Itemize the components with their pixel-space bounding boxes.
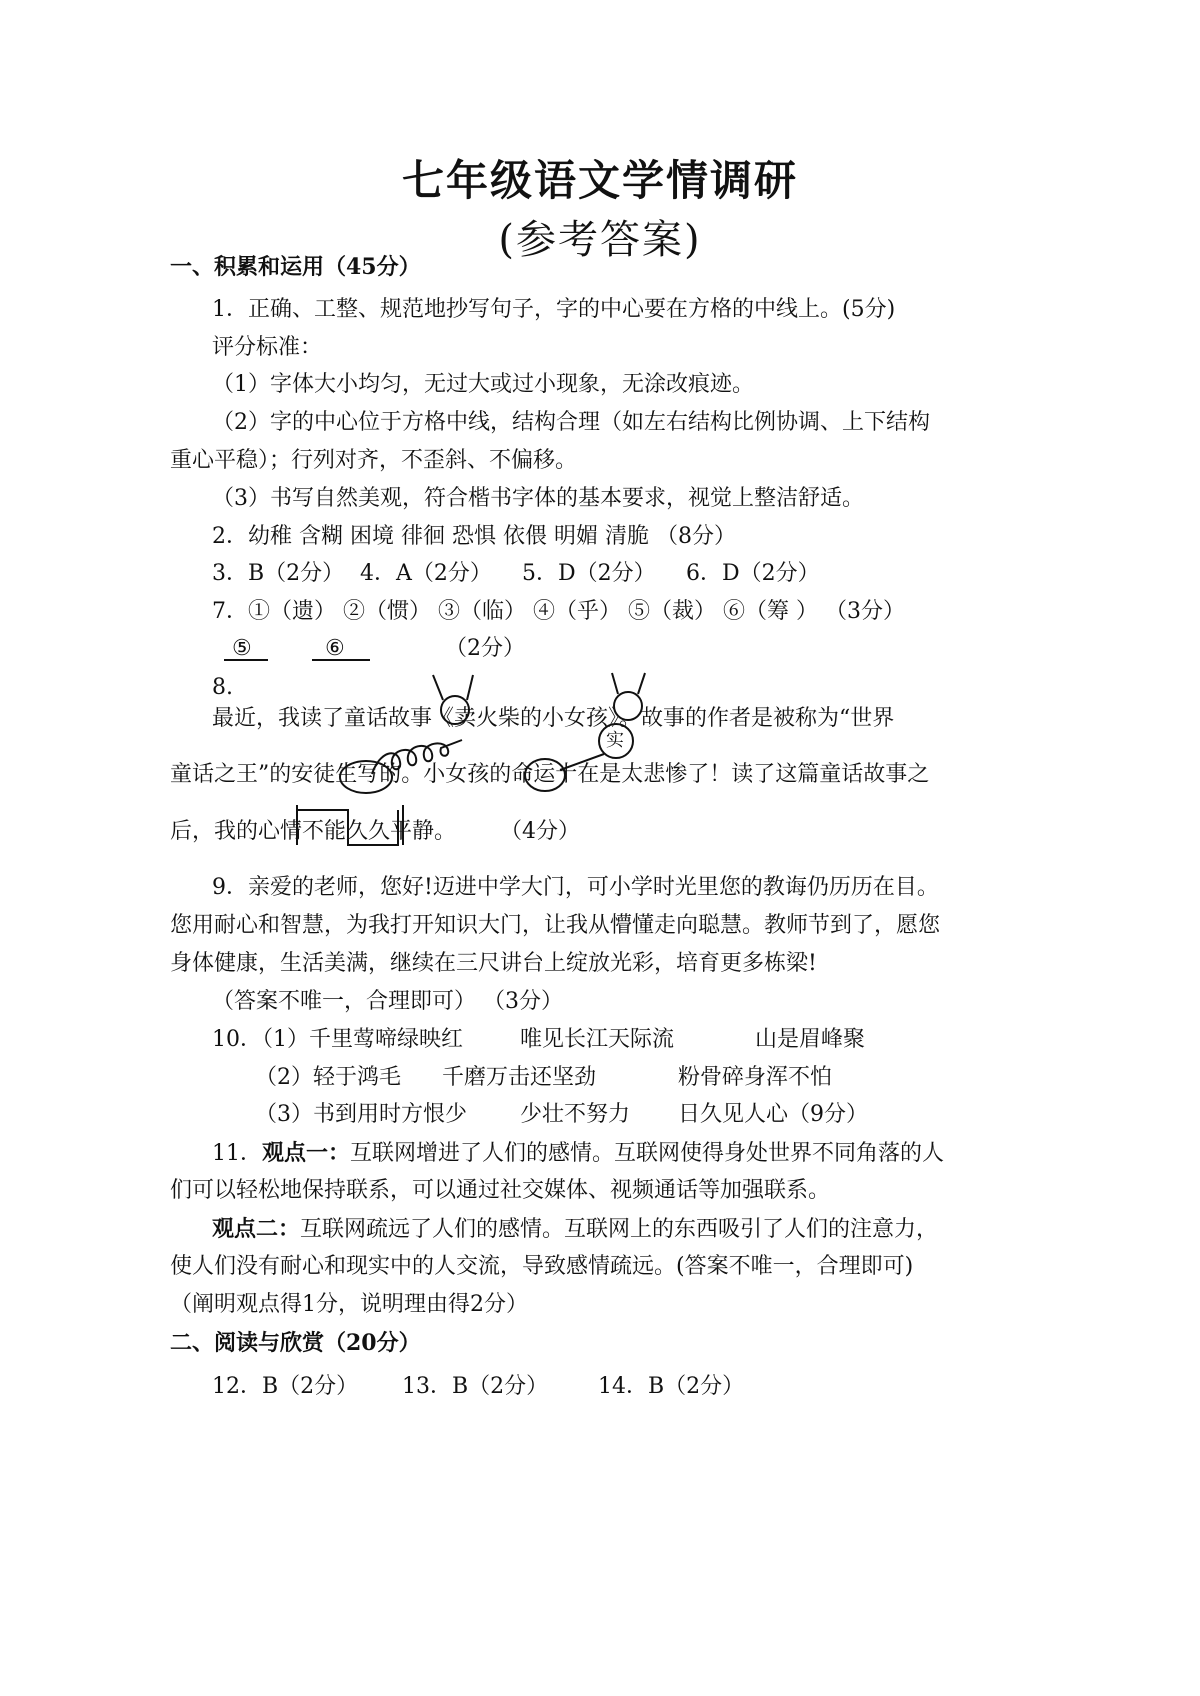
q8-correction-mark: 实 [606, 730, 624, 751]
q8-boxed-word-2: 久久 [346, 819, 391, 844]
criterion-2-line2: 重心平稳）；行列对齐，不歪斜、不偏移。 [170, 448, 578, 473]
q1-text: 1．正确、工整、规范地抄写句子，字的中心要在方格的中线上。(5分) [212, 297, 896, 322]
q8-score: （4分） [500, 819, 580, 844]
q11-view2-label: 观点二： [212, 1216, 301, 1242]
q10-row2-b: 千磨万击还坚劲 [442, 1065, 597, 1090]
insert-mark-1-left [433, 675, 443, 700]
q11-view1-label: 观点一： [262, 1140, 351, 1166]
q11-view2-text: 互联网疏远了人们的感情。互联网上的东西吸引了人们的注意力， [300, 1217, 939, 1242]
q10-row3-b: 少壮不努力 [520, 1102, 631, 1127]
q5-answer: 5．D（2分） [522, 561, 656, 586]
q2-answer: 2．幼稚 含糊 困境 徘徊 恐惧 依偎 明媚 清脆 （8分） [212, 524, 736, 549]
criterion-1: （1）字体大小均匀，无过大或过小现象，无涂改痕迹。 [212, 372, 754, 397]
page-title: 七年级语文学情调研 [401, 156, 798, 205]
q10-row1-a: 10．（1）千里莺啼绿映红 [212, 1027, 463, 1052]
q7-blank-2: ⑥ [325, 636, 345, 661]
section1-heading: 一、积累和运用（45分） [170, 254, 421, 280]
criterion-3: （3）书写自然美观，符合楷书字体的基本要求，视觉上整洁舒适。 [212, 486, 864, 511]
q7-answer: 7．①（遗） ②（惯） ③（临） ④（乎） ⑤（裁） ⑥（筹 ） （3分） [212, 599, 905, 624]
q8-number: 8. [212, 675, 233, 700]
q12-answer: 12．B（2分） [212, 1374, 359, 1399]
q9-note: （答案不唯一，合理即可） （3分） [212, 989, 563, 1014]
q10-row3-a: （3）书到用时方恨少 [255, 1102, 467, 1127]
q7-blank-1: ⑤ [232, 636, 252, 661]
q8-line-2: 童话之王”的安徒生写的。小女孩的命运十在是太悲惨了！读了这篇童话故事之 [170, 762, 930, 787]
q13-answer: 13．B（2分） [402, 1374, 549, 1399]
q3-answer: 3．B（2分） [212, 561, 345, 586]
q11-number: 11． [212, 1141, 262, 1166]
q8-line-3-start: 后，我的心情 [170, 819, 303, 844]
q11-scoring-note: （阐明观点得1分，说明理由得2分） [170, 1292, 528, 1317]
q14-answer: 14．B（2分） [598, 1374, 745, 1399]
q11-view1-text: 互联网增进了人们的感情。互联网使得身处世界不同角落的人 [350, 1141, 945, 1166]
q9-line-2: 您用耐心和智慧，为我打开知识大门，让我从懵懂走向聪慧。教师节到了，愿您 [170, 913, 941, 938]
q11-line-1 [212, 1138, 944, 1169]
section2-heading: 二、阅读与欣赏（20分） [170, 1330, 421, 1356]
q8-line-1: 最近，我读了童话故事《卖火柴的小女孩》。故事的作者是被称为“世界 [212, 706, 895, 731]
q11-line-2: 们可以轻松地保持联系，可以通过社交媒体、视频通话等加强联系。 [170, 1178, 831, 1203]
q10-row1-b: 唯见长江天际流 [520, 1027, 675, 1052]
q10-row2-a: （2）轻于鸿毛 [255, 1065, 401, 1090]
q8-boxed-word-1: 不能 [302, 819, 347, 844]
q9-line-1: 9．亲爱的老师，您好!迈进中学大门，可小学时光里您的教诲仍历历在目。 [212, 875, 939, 900]
q10-row2-c: 粉骨碎身浑不怕 [678, 1065, 833, 1090]
q7-score: （2分） [445, 636, 525, 661]
q10-row3-c: 日久见人心（9分） [678, 1102, 868, 1127]
q4-answer: 4．A（2分） [360, 561, 492, 586]
page-subtitle: (参考答案) [498, 217, 702, 263]
q10-row1-c: 山是眉峰聚 [755, 1027, 866, 1052]
q8-line-3-end: 平静。 [390, 819, 457, 844]
q6-answer: 6．D（2分） [686, 561, 820, 586]
criteria-label: 评分标准： [212, 335, 323, 360]
criterion-2-line1: （2）字的中心位于方格中线，结构合理（如左右结构比例协调、上下结构 [212, 410, 930, 435]
insert-mark-1-right [467, 675, 473, 700]
q9-line-3: 身体健康，生活美满，继续在三尺讲台上绽放光彩，培育更多栋梁! [170, 951, 817, 976]
q11-line-4: 使人们没有耐心和现实中的人交流，导致感情疏远。(答案不唯一，合理即可) [170, 1254, 914, 1279]
q8-line-3 [170, 817, 456, 847]
q11-line-3 [212, 1214, 938, 1245]
insert-mark-2-left [612, 673, 618, 694]
insert-mark-2-right [638, 673, 645, 694]
